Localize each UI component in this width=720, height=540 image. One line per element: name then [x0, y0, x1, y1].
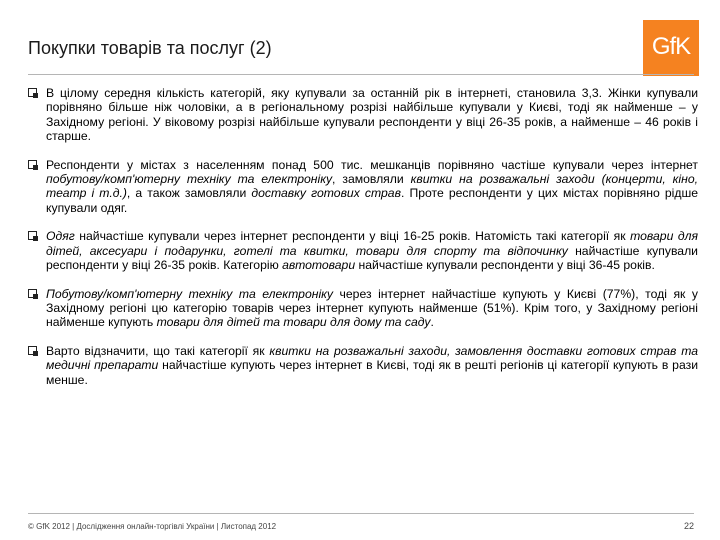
checkbox-bullet-icon — [28, 346, 38, 356]
text-segment: Варто відзначити, що такі категорії як — [46, 344, 270, 359]
emphasis-text: побутову/комп'ютерну техніку та електроніку — [46, 171, 333, 186]
text-segment: . Проте респонденти у цих містах порівняно рідше купували одяг. — [46, 186, 699, 215]
bullet-list — [28, 86, 698, 402]
checkbox-bullet-icon — [28, 160, 38, 170]
text-segment: . — [430, 315, 434, 330]
text-segment: найчастіше купують через інтернет в Києві, тоді як в решті регіонів ці категорії купують в рази менше. — [46, 358, 699, 387]
text-segment: , замовляли — [332, 171, 411, 186]
bullet-text — [46, 287, 698, 330]
emphasis-text: квитки на розважальні заходи, замовлення доставки готових страв та медичні препарати — [46, 344, 698, 373]
bullet-item — [28, 86, 698, 143]
text-segment: найчастіше купували респонденти у віці 36-45 років. — [355, 257, 655, 272]
page-title: Покупки товарів та послуг (2) — [28, 38, 272, 58]
checkbox-bullet-icon — [28, 231, 38, 241]
emphasis-text: товари для дітей та товари для дому та саду — [156, 315, 431, 330]
checkbox-bullet-icon — [28, 88, 38, 98]
footer-divider — [28, 513, 694, 514]
emphasis-text: Побутову/комп'ютерну техніку та електроніку — [46, 286, 334, 301]
emphasis-text: доставку готових страв — [251, 186, 401, 201]
bullet-item — [28, 287, 698, 330]
bullet-text — [46, 86, 698, 143]
bullet-item — [28, 344, 698, 387]
title-divider — [28, 74, 694, 75]
page-number: 22 — [683, 521, 694, 531]
text-segment: В цілому середня кількість категорій, яку купували за останній рік в інтернеті, становила 3,3. Жінки купували порівняно більше ніж чоловіки, а в регіональному розрізі найбільше купували у Києві, тоді як найменше – у Західному регіоні. У віковому розрізі найбільше купували респонденти у віці 26-35 років, а найменше – 46 років і старше. — [46, 86, 698, 143]
checkbox-bullet-icon — [28, 289, 38, 299]
bullet-text — [46, 344, 698, 387]
text-segment: Респонденти у містах з населенням понад 500 тис. мешканців порівняно частіше купували через інтернет — [46, 157, 698, 172]
bullet-item — [28, 158, 698, 215]
text-segment: через інтернет найчастіше купують у Києві (77%), тоді як у Західному регіоні цю категорію товарів через інтернет купують найменше (51%). Крім того, у Західному регіоні найменше купують — [46, 286, 699, 330]
text-segment: , а також замовляли — [126, 186, 252, 201]
bullet-text — [46, 229, 698, 272]
emphasis-text: квитки на розважальні заходи (концерти, кіно, театр і т.д.) — [46, 171, 698, 201]
emphasis-text: автотовари — [282, 257, 356, 272]
bullet-text — [46, 158, 698, 215]
footer-text: © GfK 2012 | Дослідження онлайн-торгівлі України | Листопад 2012 — [28, 522, 277, 531]
emphasis-text: товари для дітей, аксесуари і подарунки, готелі та квитки, товари для спорту та відпочинку — [46, 229, 698, 258]
bullet-item — [28, 229, 698, 272]
text-segment: найчастіше купували через інтернет респонденти у віці 16-25 років. Натомість такі категорії як — [74, 229, 631, 244]
text-segment: найчастіше купували респонденти у віці 26-35 років. Категорію — [46, 243, 698, 272]
gfk-logo — [643, 20, 699, 76]
logo-text: GfK — [651, 33, 691, 60]
emphasis-text: Одяг — [46, 229, 75, 244]
